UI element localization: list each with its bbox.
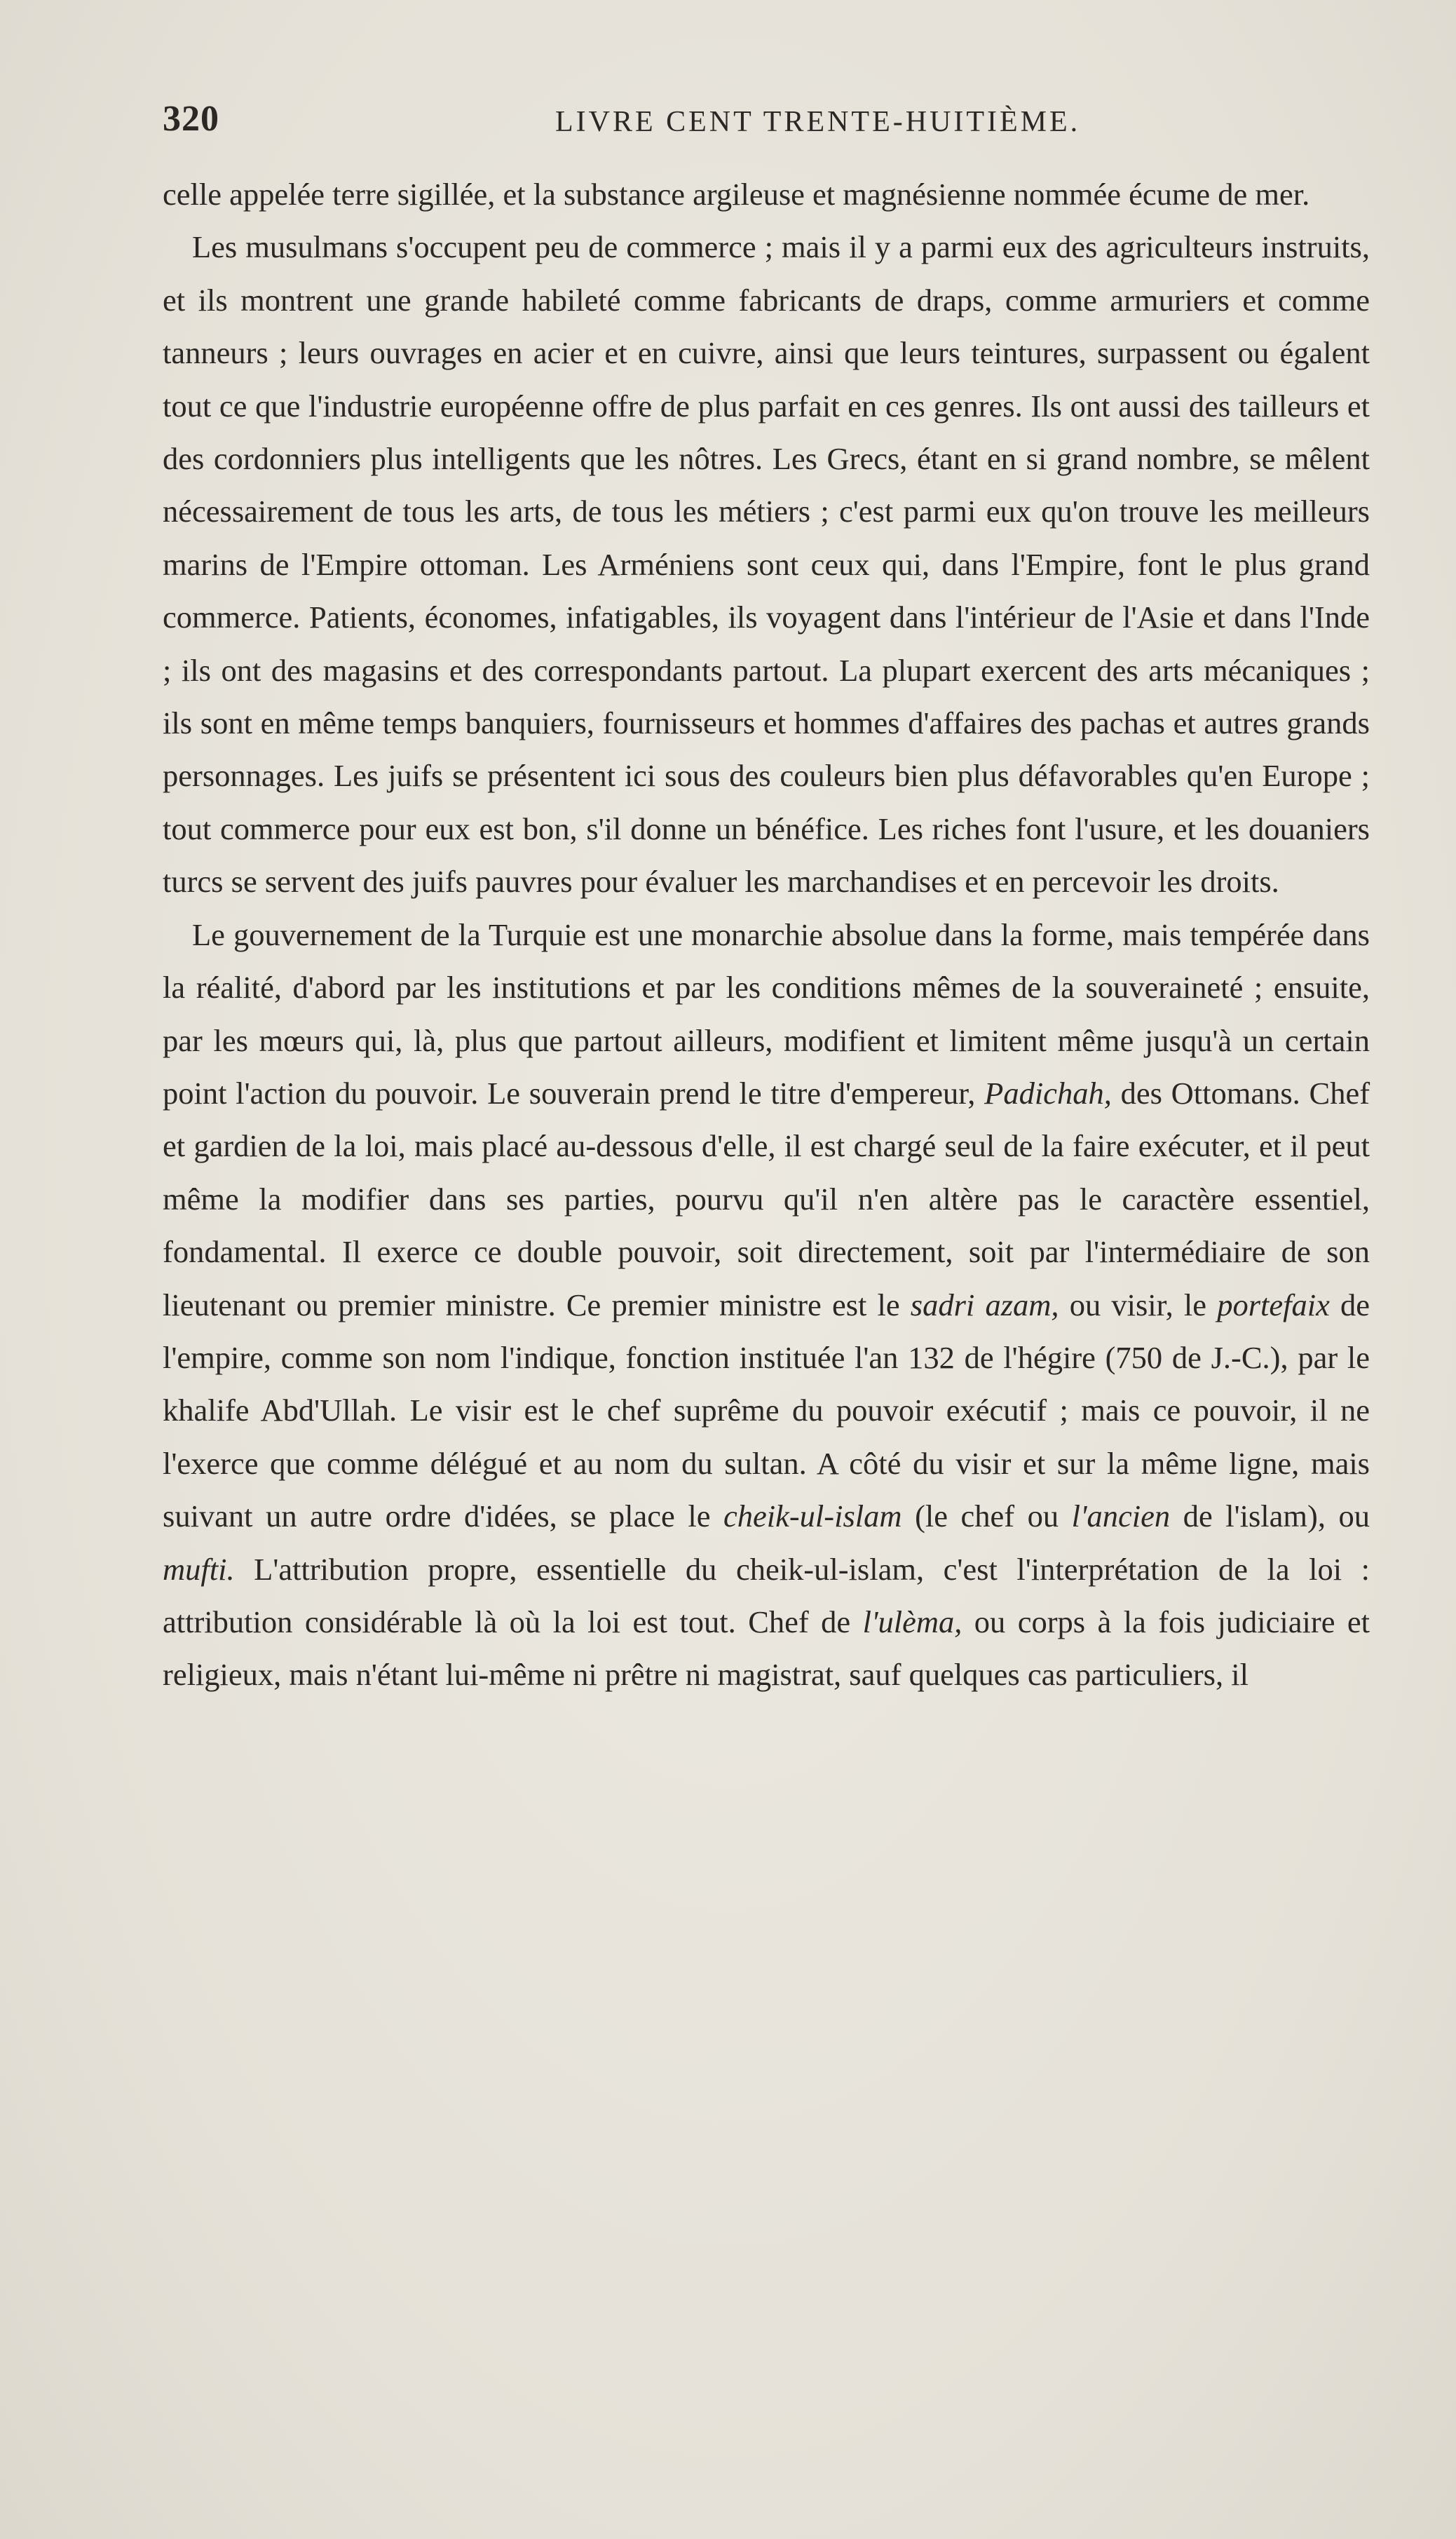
running-head: LIVRE CENT TRENTE-HUITIÈME. [555, 106, 1081, 138]
paragraph-3-text-c: ou visir, le [1069, 1287, 1207, 1322]
term-cheik-ul-islam: cheik-ul-islam [723, 1498, 902, 1534]
page-header [163, 98, 1372, 154]
term-ulema: l'ulèma, [862, 1604, 962, 1639]
paragraph-1: celle appelée terre sigillée, et la substance argileuse et magnésienne nommée écume de mer. [163, 177, 1310, 212]
term-mufti: mufti. [163, 1551, 235, 1587]
paragraph-3-text-g: L'attribution propre, essentielle du cheik-ul-islam, c'est l'interprétation de la loi : attribution considérable là où la loi est tout. Chef de [163, 1551, 1370, 1639]
paragraph-3-text-e: (le chef ou [915, 1498, 1059, 1534]
body-text [163, 168, 1370, 1702]
paragraph-3-text-f: de l'islam), ou [1183, 1498, 1370, 1534]
paragraph-3-text-d: de l'empire, comme son nom l'indique, fonction instituée l'an 132 de l'hégire (750 de J.-C.), par le khalife Abd'Ullah. Le visir est le chef suprême du pouvoir exécutif ; mais ce pouvoir, il ne l'exerce que comme délégué et au nom du sultan. A côté du visir et sur la même ligne, mais suivant un autre ordre d'idées, se place le [163, 1287, 1370, 1534]
paragraph-2: Les musulmans s'occupent peu de commerce ; mais il y a parmi eux des agriculteurs instruits, et ils montrent une grande habileté comme fabricants de draps, comme armuriers et comme tanneurs ; leurs ouvrages en acier et en cuivre, ainsi que leurs teintures, surpassent ou égalent tout ce que l'industrie européenne offre de plus parfait en ces genres. Ils ont aussi des tailleurs et des cordonniers plus intelligents que les nôtres. Les Grecs, étant en si grand nombre, se mêlent nécessairement de tous les arts, de tous les métiers ; c'est parmi eux qu'on trouve les meilleurs marins de l'Empire ottoman. Les Arméniens sont ceux qui, dans l'Empire, font le plus grand commerce. Patients, économes, infatigables, ils voyagent dans l'intérieur de l'Asie et dans l'Inde ; ils ont des magasins et des correspondants partout. La plupart exercent des arts mécaniques ; ils sont en même temps banquiers, fournisseurs et hommes d'affaires des pachas et autres grands personnages. Les juifs se présentent ici sous des couleurs bien plus défavorables qu'en Europe ; tout commerce pour eux est bon, s'il donne un bénéfice. Les riches font l'usure, et les douaniers turcs se servent des juifs pauvres pour évaluer les marchandises et en percevoir les droits. [163, 229, 1370, 900]
page-number: 320 [163, 99, 219, 139]
paragraph-3-text-a: Le gouvernement de la Turquie est une monarchie absolue dans la forme, mais tempérée dans la réalité, d'abord par les institutions et par les conditions mêmes de la souveraineté ; ensuite, par les mœurs qui, là, plus que partout ailleurs, modifient et limitent même jusqu'à un certain point l'action du pouvoir. Le souverain prend le titre d'empereur, [163, 916, 1370, 1111]
paragraph-3-text-b: des Ottomans. Chef et gardien de la loi, mais placé au-dessous d'elle, il est chargé seul de la faire exécuter, et il peut même la modifier dans ses parties, pourvu qu'il n'en altère pas le caractère essentiel, fondamental. Il exerce ce double pouvoir, soit directement, soit par l'intermédiaire de son lieutenant ou premier ministre. Ce premier ministre est le [163, 1075, 1370, 1322]
term-sadri-azam: sadri azam, [910, 1287, 1059, 1322]
paragraph-3-text-h: ou corps à la fois judiciaire et religieux, mais n'étant lui-même ni prêtre ni magistrat, sauf quelques cas particuliers, il [163, 1604, 1370, 1693]
term-portefaix: portefaix [1217, 1287, 1330, 1322]
term-padichah: Padichah, [984, 1075, 1112, 1111]
paragraph-3 [163, 909, 1370, 1702]
term-l-ancien: l'ancien [1071, 1498, 1171, 1534]
